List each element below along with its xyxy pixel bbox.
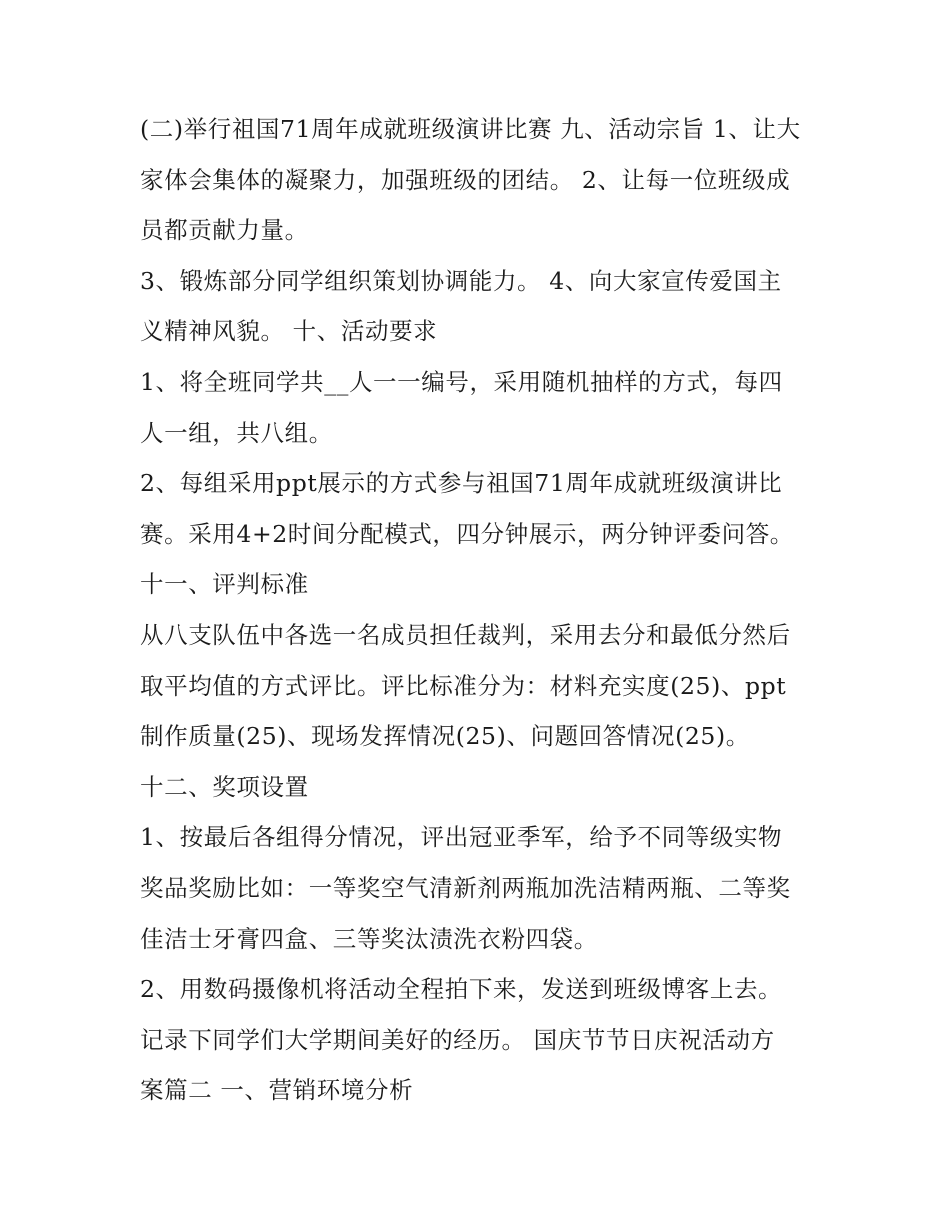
text-line: 制作质量(25)、现场发挥情况(25)、问题回答情况(25)。 [140,722,750,751]
section-heading: 十二、奖项设置 [140,772,309,801]
text-line: 义精神风貌。 十、活动要求 [140,317,438,346]
text-line: 员都贡献力量。 [140,216,309,245]
text-line: 记录下同学们大学期间美好的经历。 国庆节节日庆祝活动方 [140,1025,775,1054]
document-body [140,104,820,1116]
text-line: 1、将全班同学共__人一一编号，采用随机抽样的方式，每四 [140,367,783,396]
text-line: 2、每组采用ppt展示的方式参与祖国71周年成就班级演讲比 [140,469,783,498]
text-line: 家体会集体的凝聚力，加强班级的团结。 2、让每一位班级成 [140,165,791,194]
text-line: 3、锻炼部分同学组织策划协调能力。 4、向大家宣传爱国主 [140,266,782,295]
text-line: 人一组，共八组。 [140,418,333,447]
text-line: 赛。采用4+2时间分配模式，四分钟展示，两分钟评委问答。 [140,519,794,548]
text-line: 1、按最后各组得分情况，评出冠亚季军，给予不同等级实物 [140,823,783,852]
text-line: 从八支队伍中各选一名成员担任裁判，采用去分和最低分然后 [140,620,791,649]
text-line: 案篇二 一、营销环境分析 [140,1076,414,1105]
text-line: 取平均值的方式评比。评比标准分为：材料充实度(25)、ppt [140,671,787,700]
text-line: 佳洁士牙膏四盒、三等奖汰渍洗衣粉四袋。 [140,924,598,953]
section-heading: 十一、评判标准 [140,570,309,599]
text-line: 奖品奖励比如：一等奖空气清新剂两瓶加洗洁精两瓶、二等奖 [140,873,791,902]
text-line: (二)举行祖国71周年成就班级演讲比赛 九、活动宗旨 1、让大 [140,115,801,143]
text-line: 2、用数码摄像机将活动全程拍下来，发送到班级博客上去。 [140,975,783,1004]
